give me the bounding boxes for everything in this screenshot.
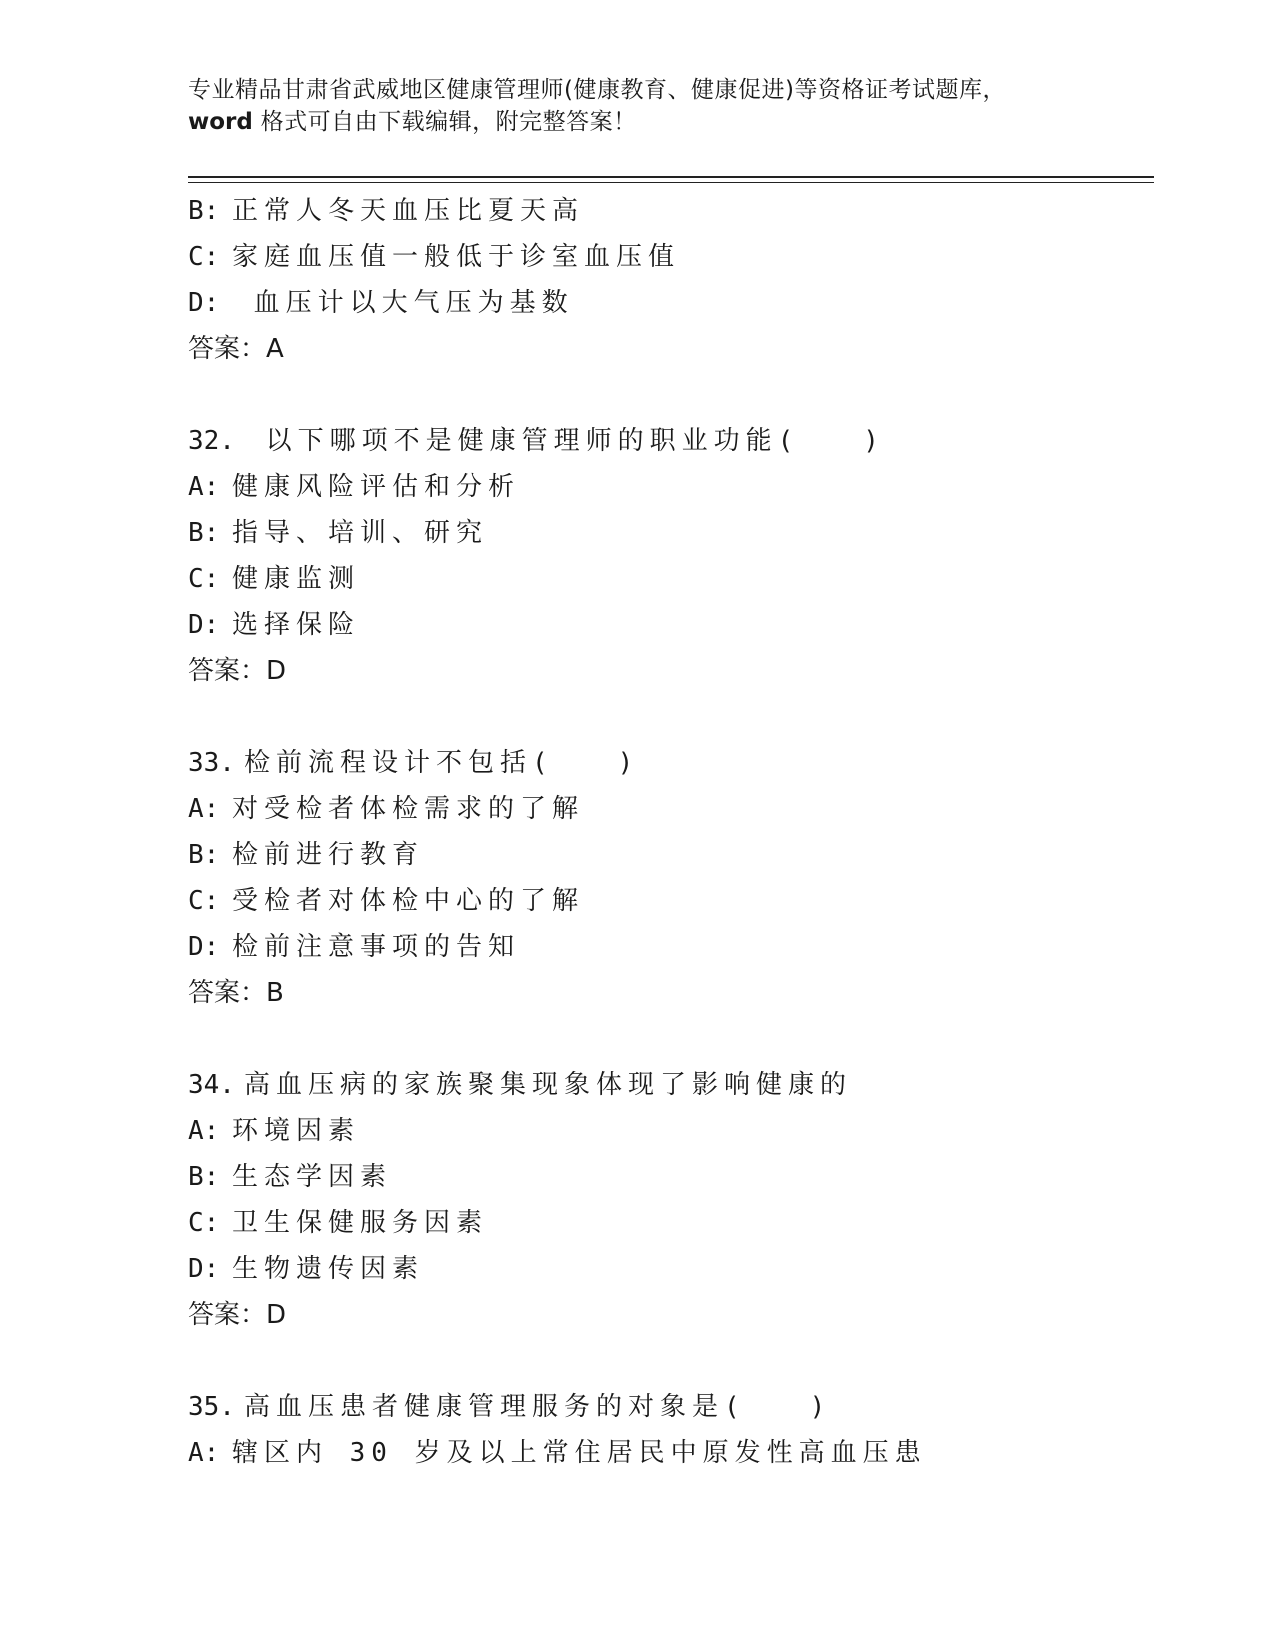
answer-label: 答案：: [188, 334, 267, 364]
option-text: 检前注意事项的告知: [232, 932, 521, 962]
question-text: 高血压患者健康管理服务的对象是( ): [244, 1392, 832, 1422]
answer-line: [188, 326, 1148, 372]
header-divider-thin: [188, 182, 1154, 183]
option-label: C:: [188, 886, 220, 916]
question-gap: [188, 1338, 1148, 1384]
question-number: 32.: [188, 426, 235, 456]
option-row: [188, 510, 1148, 556]
option-row: [188, 1430, 1148, 1476]
option-row: [188, 556, 1148, 602]
option-row: [188, 188, 1148, 234]
question-stem: [188, 740, 1148, 786]
option-label: D:: [188, 288, 220, 318]
option-text: 生物遗传因素: [232, 1254, 425, 1284]
question-stem: [188, 1384, 1148, 1430]
question-stem: [188, 1062, 1148, 1108]
option-label: A:: [188, 1438, 220, 1468]
option-text: 对受检者体检需求的了解: [232, 794, 585, 824]
answer-line: [188, 648, 1148, 694]
option-row: [188, 1246, 1148, 1292]
option-row: [188, 832, 1148, 878]
header-line-2-rest: 格式可自由下载编辑，附完整答案！: [252, 109, 637, 135]
option-label: B:: [188, 518, 220, 548]
answer-label: 答案：: [188, 978, 267, 1008]
option-text: 环境因素: [232, 1116, 361, 1146]
header-line-1: 专业精品甘肃省武威地区健康管理师(健康教育、健康促进)等资格证考试题库，: [188, 77, 1006, 103]
option-text: 辖区内 30 岁及以上常住居民中原发性高血压患: [232, 1438, 927, 1468]
document-header: [188, 74, 1088, 138]
question-text: 检前流程设计不包括( ): [244, 748, 640, 778]
header-divider-thick: [188, 176, 1154, 178]
option-label: A:: [188, 794, 220, 824]
option-text: 生态学因素: [232, 1162, 393, 1192]
option-row: [188, 924, 1148, 970]
answer-line: [188, 970, 1148, 1016]
option-label: D:: [188, 610, 220, 640]
question-number: 34.: [188, 1070, 235, 1100]
option-label: A:: [188, 1116, 220, 1146]
question-number: 33.: [188, 748, 235, 778]
question-text: 高血压病的家族聚集现象体现了影响健康的: [244, 1070, 853, 1100]
question-stem: [188, 418, 1148, 464]
question-number: 35.: [188, 1392, 235, 1422]
question-gap: [188, 1016, 1148, 1062]
option-label: B:: [188, 840, 220, 870]
option-label: B:: [188, 196, 220, 226]
option-label: C:: [188, 564, 220, 594]
option-label: D:: [188, 932, 220, 962]
header-line-2: [188, 106, 1088, 138]
option-text: 血压计以大气压为基数: [232, 288, 574, 318]
option-label: C:: [188, 1208, 220, 1238]
question-gap: [188, 694, 1148, 740]
option-row: [188, 1154, 1148, 1200]
option-row: [188, 602, 1148, 648]
answer-value: A: [266, 334, 284, 364]
option-row: [188, 878, 1148, 924]
option-row: [188, 786, 1148, 832]
option-label: C:: [188, 242, 220, 272]
question-gap: [188, 372, 1148, 418]
answer-value: D: [266, 1300, 287, 1330]
option-text: 卫生保健服务因素: [232, 1208, 489, 1238]
option-row: [188, 280, 1148, 326]
option-text: 家庭血压值一般低于诊室血压值: [232, 242, 681, 272]
option-row: [188, 234, 1148, 280]
answer-line: [188, 1292, 1148, 1338]
option-label: D:: [188, 1254, 220, 1284]
option-row: [188, 1108, 1148, 1154]
answer-value: D: [266, 656, 287, 686]
question-list: [188, 188, 1148, 1476]
answer-label: 答案：: [188, 1300, 267, 1330]
option-text: 检前进行教育: [232, 840, 425, 870]
answer-label: 答案：: [188, 656, 267, 686]
option-row: [188, 1200, 1148, 1246]
option-text: 正常人冬天血压比夏天高: [232, 196, 585, 226]
option-label: B:: [188, 1162, 220, 1192]
option-text: 指导、培训、研究: [232, 518, 489, 548]
option-row: [188, 464, 1148, 510]
option-text: 健康风险评估和分析: [232, 472, 521, 502]
answer-value: B: [266, 978, 284, 1008]
option-text: 健康监测: [232, 564, 361, 594]
option-text: 选择保险: [232, 610, 361, 640]
option-label: A:: [188, 472, 220, 502]
header-word-label: word: [188, 109, 253, 135]
option-text: 受检者对体检中心的了解: [232, 886, 585, 916]
question-text: 以下哪项不是健康管理师的职业功能( ): [244, 426, 885, 456]
